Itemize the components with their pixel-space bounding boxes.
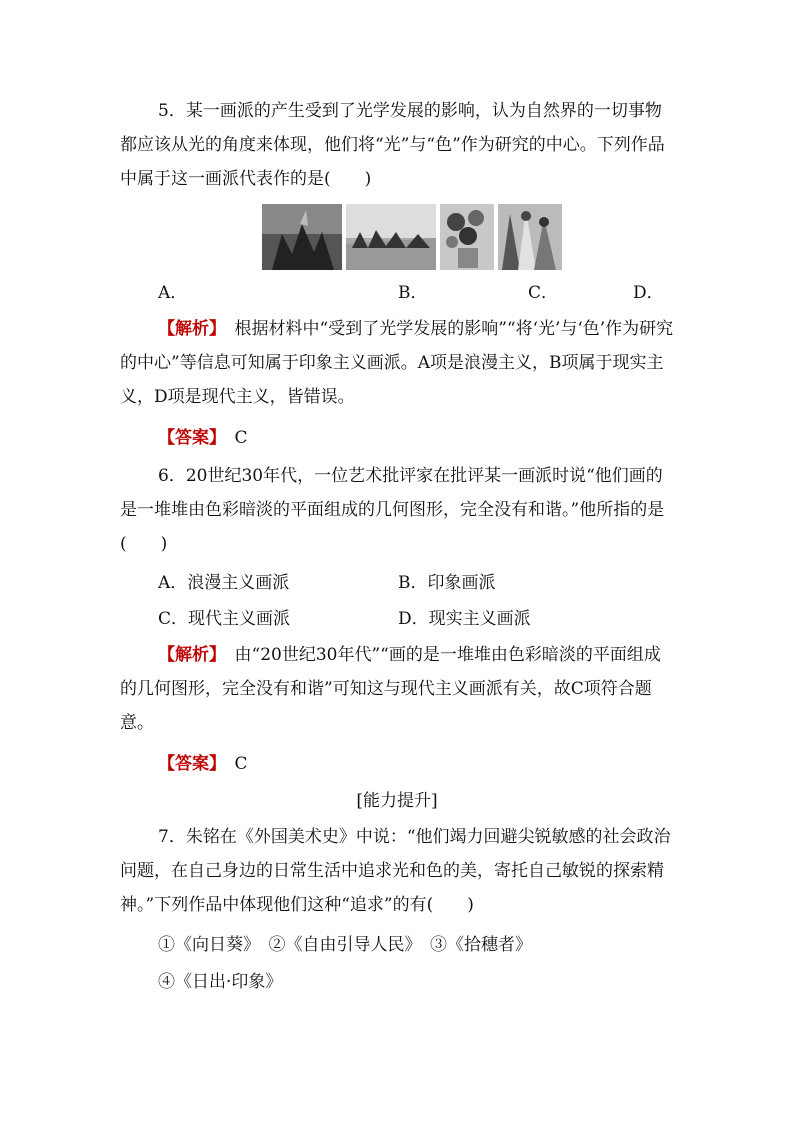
q6-analysis-text: 由“20世纪30年代”“画的是一堆堆由色彩暗淡的平面组成的几何图形，完全没有和谐”可知这与现代主义画派有关，故C项符合题意。 [120, 645, 661, 733]
q5-options-row [158, 276, 664, 310]
q6-answer [120, 747, 676, 781]
q6-options-row-1 [158, 566, 638, 600]
painting-d-image [498, 204, 562, 270]
q6-option-a: A．浪漫主义画派 [158, 573, 290, 593]
q5-answer [120, 421, 676, 455]
q6-options-row-2 [158, 602, 638, 636]
q5-stem: 5．某一画派的产生受到了光学发展的影响，认为自然界的一切事物都应该从光的角度来体现，他们将“光”与“色”作为研究的中心。下列作品中属于这一画派代表作的是( ) [120, 101, 665, 189]
q5-analysis-text: 根据材料中“受到了光学发展的影响”“将‘光’与‘色’作为研究的中心”等信息可知属于印象主义画派。A项是浪漫主义，B项属于现实主义，D项是现代主义，皆错误。 [120, 319, 674, 407]
q7-items-line-1: ①《向日葵》 ②《自由引导人民》 ③《拾穗者》 [158, 935, 532, 955]
q6-answer-label: 【答案】 [158, 754, 218, 774]
q5-option-c: C． [528, 283, 559, 303]
q6-analysis [120, 638, 676, 740]
q5-answer-text: C [234, 428, 248, 448]
q7-stem: 7．朱铭在《外国美术史》中说：“他们竭力回避尖锐敏感的社会政治问题，在自己身边的日常生活中追求光和色的美，寄托自己敏锐的探索精神。”下列作品中体现他们这种“追求”的有( ) [120, 827, 671, 915]
q6-option-b: B．印象画派 [398, 573, 496, 593]
q6-answer-text: C [234, 754, 248, 774]
q6-analysis-label: 【解析】 [158, 645, 218, 665]
q6-option-c: C．现代主义画派 [158, 609, 291, 629]
q5-option-b: B． [398, 283, 428, 303]
q5-option-images [262, 204, 566, 270]
q6-stem: 6．20世纪30年代，一位艺术批评家在批评某一画派时说“他们画的是一堆堆由色彩暗淡的平面组成的几何图形，完全没有和谐。”他所指的是( ) [120, 466, 665, 554]
painting-a-image [262, 204, 342, 270]
painting-c-image [440, 204, 494, 270]
q5-analysis [120, 312, 676, 414]
painting-b-image [346, 204, 436, 270]
q5-option-d: D． [633, 283, 664, 303]
q7-items-line-2: ④《日出·印象》 [158, 972, 283, 992]
q5-option-a: A． [158, 283, 188, 303]
q5-analysis-label: 【解析】 [158, 319, 218, 339]
q5-answer-label: 【答案】 [158, 428, 218, 448]
section-title: [能力提升] [356, 791, 438, 811]
q6-option-d: D．现实主义画派 [398, 609, 531, 629]
